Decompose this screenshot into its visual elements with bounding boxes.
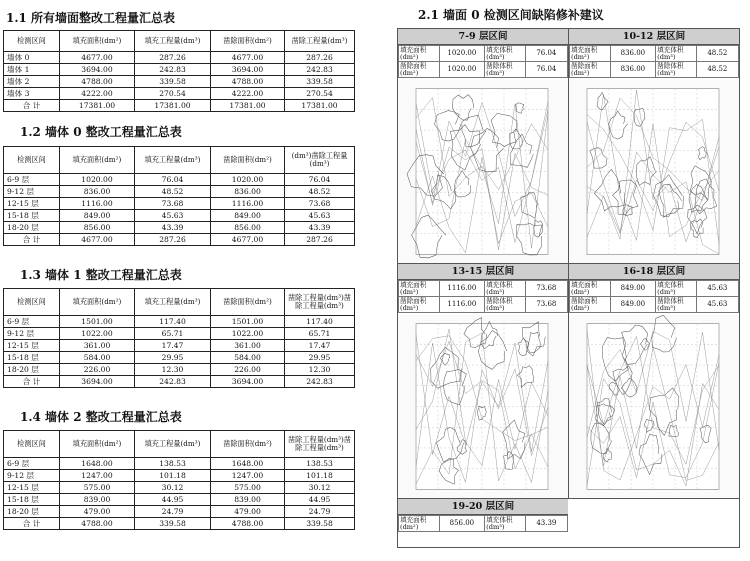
table-cell: 65.71: [135, 328, 211, 340]
table-cell: 226.00: [60, 364, 135, 376]
quantity-label: 填充面积(dm²): [399, 281, 440, 297]
table-cell: 849.00: [211, 210, 285, 222]
table-cell: 138.53: [285, 458, 355, 470]
table-cell: 1022.00: [211, 328, 285, 340]
table-row: [4, 234, 355, 246]
table-row: [4, 352, 355, 364]
table-cell: 4677.00: [60, 52, 135, 64]
panel-row: [570, 297, 739, 313]
defect-map: [398, 80, 568, 263]
table-cell: 3694.00: [60, 376, 135, 388]
table-cell: 101.18: [135, 470, 211, 482]
wall-1-table: [3, 288, 355, 388]
quantity-label: 凿除面积(dm²): [570, 62, 611, 78]
table-cell: 12.30: [285, 364, 355, 376]
table-cell: 1648.00: [60, 458, 135, 470]
wall-0-table: [3, 146, 355, 246]
range-panel: [397, 28, 569, 264]
contour-map: [569, 80, 739, 263]
table-cell: 1247.00: [60, 470, 135, 482]
table-row: [4, 198, 355, 210]
row-label: 9-12 层: [4, 470, 60, 482]
quantity-label: 凿除体积(dm³): [485, 297, 526, 313]
range-panel: [397, 263, 569, 499]
column-header: 检测区间: [4, 431, 60, 458]
row-label: 9-12 层: [4, 328, 60, 340]
table-cell: 65.71: [285, 328, 355, 340]
table-cell: 339.58: [285, 518, 355, 530]
table-cell: 1116.00: [60, 198, 135, 210]
column-header: 填充面积(dm²): [60, 431, 135, 458]
panel-row: [399, 297, 568, 313]
table-row: [4, 494, 355, 506]
table-cell: 45.63: [135, 210, 211, 222]
table-cell: 24.79: [135, 506, 211, 518]
section-title: 1.2 墙体 0 整改工程量汇总表: [20, 125, 182, 139]
quantity-value: 856.00: [439, 516, 485, 532]
section-title: 1.3 墙体 1 整改工程量汇总表: [20, 268, 182, 282]
row-label: 15-18 层: [4, 352, 60, 364]
column-header: 检测区间: [4, 289, 60, 316]
table-cell: 856.00: [211, 222, 285, 234]
panel-quantity-table: [398, 45, 568, 78]
contour-map: [398, 315, 568, 498]
table-cell: 1022.00: [60, 328, 135, 340]
row-label: 合 计: [4, 376, 60, 388]
table-cell: 287.26: [285, 52, 355, 64]
section-title: 1.4 墙体 2 整改工程量汇总表: [20, 410, 182, 424]
table-cell: 4788.00: [211, 76, 285, 88]
table-cell: 3694.00: [211, 376, 285, 388]
table-cell: 117.40: [135, 316, 211, 328]
table-row: [4, 316, 355, 328]
table-row: [4, 210, 355, 222]
table-header-row: [4, 147, 355, 174]
table-cell: 1116.00: [211, 198, 285, 210]
table-cell: 44.95: [285, 494, 355, 506]
row-label: 6-9 层: [4, 316, 60, 328]
quantity-label: 填充体积(dm³): [485, 516, 526, 532]
column-header: 检测区间: [4, 31, 60, 52]
table-row: [4, 364, 355, 376]
quantity-label: 填充体积(dm³): [656, 281, 697, 297]
quantity-label: 填充体积(dm³): [485, 46, 526, 62]
panel-row: [570, 46, 739, 62]
column-header: 填充面积(dm²): [60, 289, 135, 316]
table-cell: 12.30: [135, 364, 211, 376]
table-cell: 48.52: [285, 186, 355, 198]
table-cell: 584.00: [60, 352, 135, 364]
quantity-label: 填充体积(dm³): [485, 281, 526, 297]
table-cell: 856.00: [60, 222, 135, 234]
table-row: [4, 458, 355, 470]
defect-map: [398, 315, 568, 498]
table-cell: 4222.00: [60, 88, 135, 100]
quantity-value: 836.00: [610, 62, 656, 78]
panel-quantity-table: [398, 515, 568, 532]
range-panel: [568, 28, 740, 264]
column-header: 填充工程量(dm³): [135, 147, 211, 174]
quantity-value: 1116.00: [439, 297, 485, 313]
table-cell: 4677.00: [211, 234, 285, 246]
row-label: 9-12 层: [4, 186, 60, 198]
table-cell: 45.63: [285, 210, 355, 222]
row-label: 12-15 层: [4, 198, 60, 210]
table-cell: 30.12: [285, 482, 355, 494]
row-label: 12-15 层: [4, 482, 60, 494]
contour-map: [569, 315, 739, 498]
table-cell: 4788.00: [60, 76, 135, 88]
column-header: 凿除面积(dm²): [211, 431, 285, 458]
table-row: [4, 88, 355, 100]
panel-row: [399, 516, 568, 532]
quantity-value: 849.00: [610, 297, 656, 313]
table-row: [4, 518, 355, 530]
table-cell: 1501.00: [60, 316, 135, 328]
quantity-value: 76.04: [525, 46, 567, 62]
row-label: 18-20 层: [4, 506, 60, 518]
table-cell: 17381.00: [60, 100, 135, 112]
table-cell: 17381.00: [135, 100, 211, 112]
panel-row: [570, 281, 739, 297]
column-header: 凿除面积(dm²): [211, 31, 285, 52]
row-label: 墙体 1: [4, 64, 60, 76]
quantity-label: 凿除面积(dm²): [399, 62, 440, 78]
table-header-row: [4, 289, 355, 316]
quantity-value: 43.39: [525, 516, 567, 532]
panel-title: 16-18 层区间: [569, 264, 739, 280]
quantity-label: 填充面积(dm²): [399, 46, 440, 62]
table-cell: 44.95: [135, 494, 211, 506]
row-label: 合 计: [4, 100, 60, 112]
column-header: 填充工程量(dm³): [135, 431, 211, 458]
table-cell: 4788.00: [211, 518, 285, 530]
table-cell: 270.54: [135, 88, 211, 100]
row-label: 15-18 层: [4, 210, 60, 222]
column-header: 凿除工程量(dm³)凿除工程量(dm³): [285, 431, 355, 458]
panel-quantity-table: [398, 280, 568, 313]
range-panel: [397, 498, 569, 548]
panel-row: [399, 62, 568, 78]
table-cell: 242.83: [135, 376, 211, 388]
quantity-value: 1020.00: [439, 46, 485, 62]
quantity-value: 45.63: [696, 281, 738, 297]
table-row: [4, 470, 355, 482]
quantity-value: 76.04: [525, 62, 567, 78]
table-cell: 117.40: [285, 316, 355, 328]
table-cell: 339.58: [285, 76, 355, 88]
table-cell: 361.00: [211, 340, 285, 352]
row-label: 墙体 3: [4, 88, 60, 100]
table-cell: 4788.00: [60, 518, 135, 530]
quantity-label: 填充面积(dm²): [570, 281, 611, 297]
quantity-value: 73.68: [525, 281, 567, 297]
table-cell: 101.18: [285, 470, 355, 482]
table-cell: 76.04: [135, 174, 211, 186]
column-header: 凿除工程量(dm³)凿除工程量(dm³): [285, 289, 355, 316]
column-header: 凿除面积(dm²): [211, 147, 285, 174]
table-cell: 839.00: [60, 494, 135, 506]
table-cell: 339.58: [135, 76, 211, 88]
table-row: [4, 482, 355, 494]
table-cell: 30.12: [135, 482, 211, 494]
table-cell: 1020.00: [211, 174, 285, 186]
quantity-value: 73.68: [525, 297, 567, 313]
row-label: 墙体 0: [4, 52, 60, 64]
table-cell: 270.54: [285, 88, 355, 100]
table-cell: 1247.00: [211, 470, 285, 482]
table-cell: 29.95: [285, 352, 355, 364]
table-cell: 1501.00: [211, 316, 285, 328]
table-row: [4, 222, 355, 234]
table-cell: 242.83: [285, 64, 355, 76]
table-header-row: [4, 431, 355, 458]
defect-map: [569, 315, 739, 498]
table-row: [4, 100, 355, 112]
table-cell: 479.00: [60, 506, 135, 518]
table-cell: 43.39: [135, 222, 211, 234]
table-row: [4, 64, 355, 76]
table-cell: 575.00: [60, 482, 135, 494]
panel-quantity-table: [569, 280, 739, 313]
table-cell: 479.00: [211, 506, 285, 518]
table-cell: 242.83: [135, 64, 211, 76]
quantity-value: 48.52: [696, 62, 738, 78]
table-cell: 287.26: [285, 234, 355, 246]
table-cell: 836.00: [211, 186, 285, 198]
panel-row: [399, 46, 568, 62]
panel-title: 13-15 层区间: [398, 264, 568, 280]
table-cell: 17381.00: [211, 100, 285, 112]
table-cell: 287.26: [135, 234, 211, 246]
section-title: 2.1 墙面 0 检测区间缺陷修补建议: [418, 8, 604, 22]
quantity-label: 填充面积(dm²): [399, 516, 440, 532]
defect-map: [569, 80, 739, 263]
table-cell: 1020.00: [60, 174, 135, 186]
quantity-label: 凿除体积(dm³): [656, 62, 697, 78]
quantity-value: 45.63: [696, 297, 738, 313]
table-cell: 361.00: [60, 340, 135, 352]
column-header: (dm³)凿除工程量(dm³): [285, 147, 355, 174]
row-label: 12-15 层: [4, 340, 60, 352]
panel-quantity-table: [569, 45, 739, 78]
row-label: 6-9 层: [4, 458, 60, 470]
table-cell: 29.95: [135, 352, 211, 364]
quantity-label: 凿除体积(dm³): [656, 297, 697, 313]
table-cell: 839.00: [211, 494, 285, 506]
table-cell: 584.00: [211, 352, 285, 364]
summary-table: [3, 30, 355, 112]
table-cell: 48.52: [135, 186, 211, 198]
panel-title: 19-20 层区间: [398, 499, 568, 515]
table-row: [4, 340, 355, 352]
column-header: 凿除工程量(dm³): [285, 31, 355, 52]
table-row: [4, 186, 355, 198]
column-header: 填充工程量(dm³): [135, 31, 211, 52]
table-cell: 24.79: [285, 506, 355, 518]
table-row: [4, 506, 355, 518]
panel-title: 7-9 层区间: [398, 29, 568, 45]
table-cell: 242.83: [285, 376, 355, 388]
table-cell: 287.26: [135, 52, 211, 64]
table-cell: 17381.00: [285, 100, 355, 112]
table-cell: 575.00: [211, 482, 285, 494]
quantity-value: 849.00: [610, 281, 656, 297]
table-cell: 226.00: [211, 364, 285, 376]
contour-map: [398, 80, 568, 263]
quantity-label: 填充体积(dm³): [656, 46, 697, 62]
range-panel: [568, 263, 740, 499]
table-row: [4, 376, 355, 388]
table-cell: 43.39: [285, 222, 355, 234]
section-title: 1.1 所有墙面整改工程量汇总表: [6, 11, 176, 25]
wall-2-table: [3, 430, 355, 530]
table-cell: 836.00: [60, 186, 135, 198]
quantity-value: 1020.00: [439, 62, 485, 78]
column-header: 填充面积(dm²): [60, 31, 135, 52]
quantity-label: 填充面积(dm²): [570, 46, 611, 62]
column-header: 填充工程量(dm³): [135, 289, 211, 316]
quantity-value: 836.00: [610, 46, 656, 62]
table-cell: 73.68: [135, 198, 211, 210]
quantity-label: 凿除面积(dm²): [399, 297, 440, 313]
table-cell: 1648.00: [211, 458, 285, 470]
row-label: 合 计: [4, 234, 60, 246]
column-header: 填充面积(dm²): [60, 147, 135, 174]
row-label: 6-9 层: [4, 174, 60, 186]
table-cell: 17.47: [285, 340, 355, 352]
table-row: [4, 52, 355, 64]
table-cell: 3694.00: [60, 64, 135, 76]
row-label: 18-20 层: [4, 364, 60, 376]
table-header-row: [4, 31, 355, 52]
table-cell: 3694.00: [211, 64, 285, 76]
table-row: [4, 328, 355, 340]
row-label: 墙体 2: [4, 76, 60, 88]
table-row: [4, 174, 355, 186]
table-row: [4, 76, 355, 88]
panel-row: [570, 62, 739, 78]
table-cell: 339.58: [135, 518, 211, 530]
table-cell: 849.00: [60, 210, 135, 222]
column-header: 凿除面积(dm²): [211, 289, 285, 316]
panel-title: 10-12 层区间: [569, 29, 739, 45]
table-cell: 138.53: [135, 458, 211, 470]
row-label: 合 计: [4, 518, 60, 530]
table-cell: 4677.00: [60, 234, 135, 246]
panel-row: [399, 281, 568, 297]
quantity-value: 1116.00: [439, 281, 485, 297]
quantity-label: 凿除面积(dm²): [570, 297, 611, 313]
row-label: 18-20 层: [4, 222, 60, 234]
column-header: 检测区间: [4, 147, 60, 174]
row-label: 15-18 层: [4, 494, 60, 506]
empty-panel: [568, 498, 740, 548]
quantity-value: 48.52: [696, 46, 738, 62]
table-cell: 73.68: [285, 198, 355, 210]
table-cell: 4222.00: [211, 88, 285, 100]
repair-suggestion-column: [388, 0, 750, 561]
table-cell: 76.04: [285, 174, 355, 186]
table-cell: 17.47: [135, 340, 211, 352]
quantity-label: 凿除体积(dm³): [485, 62, 526, 78]
table-cell: 4677.00: [211, 52, 285, 64]
